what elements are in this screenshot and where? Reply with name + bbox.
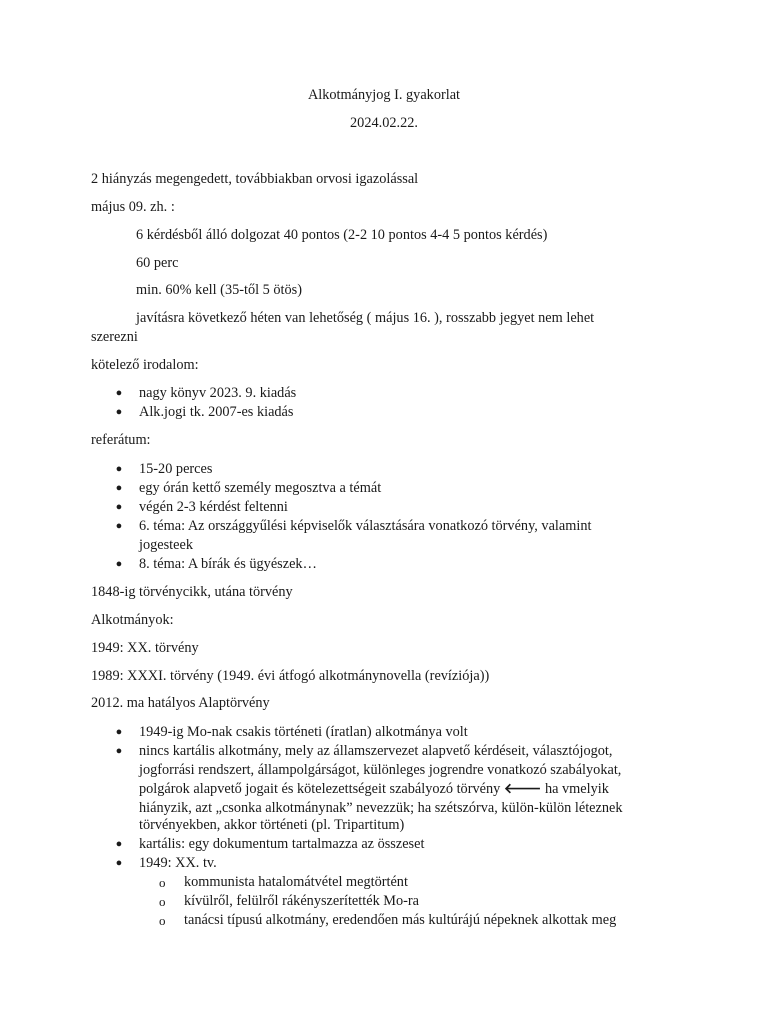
note-item-line: nincs kartális alkotmány, mely az államszervezet alapvető kérdéseit, választójogot, — [139, 743, 613, 759]
referatum-item: egy órán kettő személy megosztva a témát — [139, 480, 382, 496]
literature-item: nagy könyv 2023. 9. kiadás — [139, 385, 297, 401]
retake-info-line2: szerezni — [91, 329, 138, 345]
bullet-icon: ● — [115, 726, 123, 738]
constitution-2012: 2012. ma hatályos Alaptörvény — [91, 695, 270, 711]
sub-bullet-icon: o — [159, 913, 166, 928]
note-item-line: törvényekben, akkor történeti (pl. Tripartitum) — [139, 817, 405, 833]
referatum-topic6-line1: 6. téma: Az országgyűlési képviselők választására vonatkozó törvény, valamint — [139, 518, 592, 534]
sub-bullet-icon: o — [159, 894, 166, 909]
bullet-icon: ● — [115, 463, 123, 475]
constitution-1989: 1989: XXXI. törvény (1949. évi átfogó alkotmánynovella (revíziója)) — [91, 668, 490, 684]
note-item: 1949-ig Mo-nak csakis történeti (íratlan) alkotmánya volt — [139, 724, 468, 740]
sub-bullet-icon: o — [159, 875, 166, 890]
constitution-1949: 1949: XX. törvény — [91, 640, 199, 656]
referatum-item: végén 2-3 kérdést feltenni — [139, 499, 288, 515]
literature-heading: kötelező irodalom: — [91, 357, 199, 373]
retake-info-line1: javításra következő héten van lehetőség ( május 16. ), rosszabb jegyet nem lehet — [136, 310, 595, 326]
bullet-icon: ● — [115, 406, 123, 418]
sub-item: kommunista hatalomátvétel megtörtént — [184, 874, 408, 890]
bullet-icon: ● — [115, 558, 123, 570]
exam-detail-minimum: min. 60% kell (35-től 5 ötös) — [136, 282, 302, 298]
document-date: 2024.02.22. — [350, 115, 418, 131]
note-item: kartális: egy dokumentum tartalmazza az összeset — [139, 836, 425, 852]
referatum-heading: referátum: — [91, 432, 151, 448]
referatum-item: 15-20 perces — [139, 461, 213, 477]
note-item-line: jogforrási rendszert, állampolgárságot, különleges jogrendre vonatkozó szabályokat, — [139, 762, 622, 778]
left-arrow-icon: 🡐 — [503, 781, 542, 797]
exam-date: május 09. zh. : — [91, 199, 175, 215]
absence-rule: 2 hiányzás megengedett, továbbiakban orvosi igazolással — [91, 171, 419, 187]
referatum-topic6-line2: jogesteek — [139, 537, 193, 553]
bullet-icon: ● — [115, 838, 123, 850]
bullet-icon: ● — [115, 857, 123, 869]
exam-detail-questions: 6 kérdésből álló dolgozat 40 pontos (2-2 10 pontos 4-4 5 pontos kérdés) — [136, 227, 548, 243]
bullet-icon: ● — [115, 745, 123, 757]
note-item-line: hiányzik, azt „csonka alkotmánynak” nevezzük; ha szétszórva, külön-külön léteznek — [139, 800, 623, 816]
referatum-topic8: 8. téma: A bírák és ügyészek… — [139, 556, 317, 572]
document-title: Alkotmányjog I. gyakorlat — [307, 87, 461, 103]
law-naming-note: 1848-ig törvénycikk, utána törvény — [91, 584, 293, 600]
exam-detail-duration: 60 perc — [136, 255, 179, 271]
bullet-icon: ● — [115, 520, 123, 532]
bullet-icon: ● — [115, 501, 123, 513]
literature-item: Alk.jogi tk. 2007-es kiadás — [139, 404, 294, 420]
bullet-icon: ● — [115, 482, 123, 494]
sub-item: tanácsi típusú alkotmány, eredendően más kultúrájú népeknek alkottak meg — [184, 912, 617, 928]
note-item-line — [139, 780, 609, 799]
sub-item: kívülről, felülről rákényszerítették Mo-ra — [184, 893, 420, 909]
note-item-text: ha vmelyik — [544, 781, 609, 797]
bullet-icon: ● — [115, 387, 123, 399]
constitutions-heading: Alkotmányok: — [91, 612, 174, 628]
note-item-text: polgárok alapvető jogait és kötelezettségeit szabályozó törvény — [139, 781, 501, 797]
note-item: 1949: XX. tv. — [139, 855, 217, 871]
